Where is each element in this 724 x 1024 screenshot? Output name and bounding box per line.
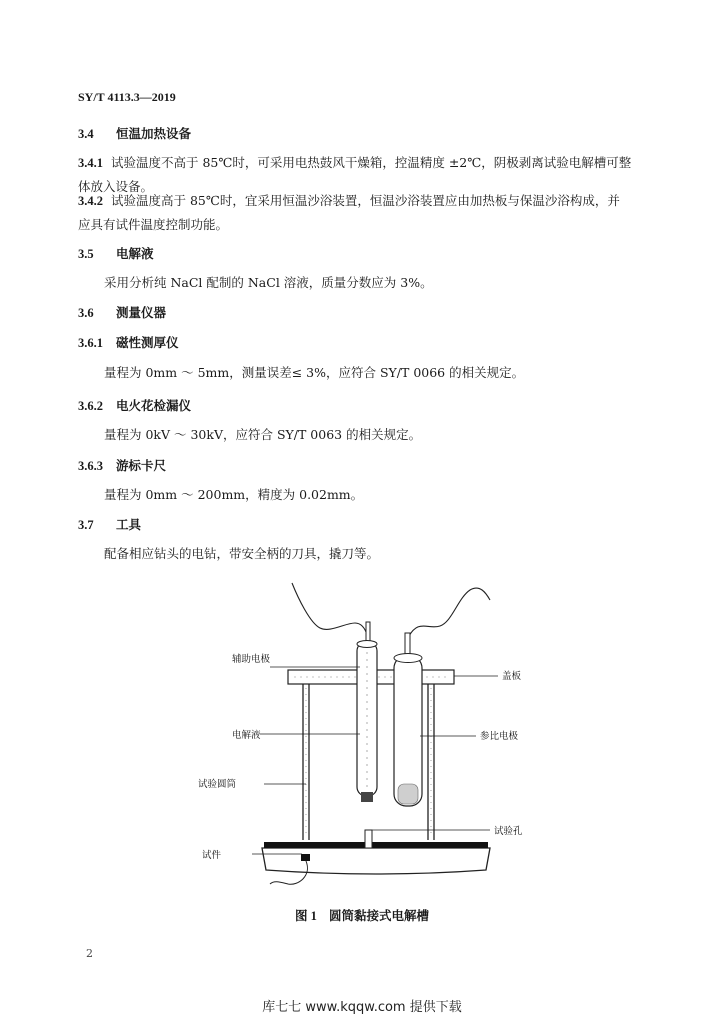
section-number: 3.5 <box>78 247 94 261</box>
label-test-hole: 试验孔 <box>494 826 523 837</box>
label-reference-electrode: 参比电极 <box>480 731 519 742</box>
section-number: 3.6.2 <box>78 399 103 413</box>
label-specimen: 试件 <box>202 850 222 861</box>
aux-electrode-top <box>357 641 377 648</box>
label-electrolyte: 电解液 <box>232 730 261 741</box>
section-number: 3.6.1 <box>78 336 103 350</box>
section-title: 测量仪器 <box>116 305 167 320</box>
specimen-coating <box>264 842 488 848</box>
section-number: 3.4 <box>78 127 94 141</box>
reference-electrode-top <box>394 654 422 663</box>
section-3-7-body: 配备相应钻头的电钻，带安全柄的刀具，撬刀等。 <box>104 546 380 561</box>
section-title: 磁性测厚仪 <box>116 335 179 350</box>
reference-electrode-wire <box>408 588 490 638</box>
section-3-6-2-body: 量程为 0kV ～ 30kV，应符合 SY/T 0063 的相关规定。 <box>104 427 422 442</box>
specimen-connector <box>301 854 310 861</box>
clause-text-line1: 试验温度高于 85℃时，宜采用恒温沙浴装置，恒温沙浴装置应由加热板与保温沙浴构成，并 <box>111 193 620 208</box>
section-3-4-heading <box>78 124 191 142</box>
section-number: 3.6 <box>78 306 94 320</box>
section-title: 恒温加热设备 <box>116 126 192 141</box>
section-3-6-3-heading <box>78 456 166 474</box>
clause-number: 3.4.2 <box>78 194 103 208</box>
section-3-5-heading <box>78 244 154 262</box>
section-3-6-heading <box>78 303 166 321</box>
section-3-6-3-body: 量程为 0mm ～ 200mm，精度为 0.02mm。 <box>104 487 364 502</box>
reference-electrode-tip <box>405 633 410 655</box>
section-3-7-heading <box>78 515 141 533</box>
electrolytic-cell-figure <box>190 578 560 888</box>
figure-caption <box>0 906 724 924</box>
clause-text-line1: 试验温度不高于 85℃时，可采用电热鼓风干燥箱，控温精度 ±2℃，阴极剥离试验电解槽可整 <box>111 155 632 170</box>
figure-title: 圆筒黏接式电解槽 <box>328 908 429 923</box>
standard-code: SY/T 4113.3—2019 <box>78 90 176 104</box>
reference-electrode-frit <box>398 784 418 804</box>
clause-text-line2: 应具有试件温度控制功能。 <box>78 217 229 232</box>
section-title: 电火花检漏仪 <box>116 398 192 413</box>
clause-number: 3.4.1 <box>78 156 103 170</box>
section-title: 工具 <box>116 517 142 532</box>
test-hole <box>365 830 372 848</box>
section-title: 游标卡尺 <box>116 458 167 473</box>
section-3-6-1-heading <box>78 333 179 351</box>
section-3-5-body: 采用分析纯 NaCl 配制的 NaCl 溶液，质量分数应为 3%。 <box>104 275 433 290</box>
section-title: 电解液 <box>116 246 154 261</box>
section-3-6-2-heading <box>78 396 191 414</box>
specimen-plate <box>262 848 490 874</box>
page-number: 2 <box>86 947 93 960</box>
reference-electrode-body <box>394 656 422 806</box>
aux-electrode-end <box>361 792 373 802</box>
figure-number: 图 1 <box>295 909 317 923</box>
label-test-cylinder: 试验圆筒 <box>198 779 237 790</box>
label-aux-electrode: 辅助电极 <box>232 654 271 665</box>
section-number: 3.6.3 <box>78 459 103 473</box>
aux-electrode-wire <box>292 583 368 638</box>
section-number: 3.7 <box>78 518 94 532</box>
section-3-6-1-body: 量程为 0mm ～ 5mm，测量误差≤ 3%，应符合 SY/T 0066 的相关规定。 <box>104 365 525 380</box>
clause-text-line2: 体放入设备。 <box>78 179 154 194</box>
label-cover-plate: 盖板 <box>502 671 522 682</box>
download-watermark: 库七七 www.kqqw.com 提供下载 <box>262 1000 462 1015</box>
clause-3-4-2 <box>78 189 620 236</box>
